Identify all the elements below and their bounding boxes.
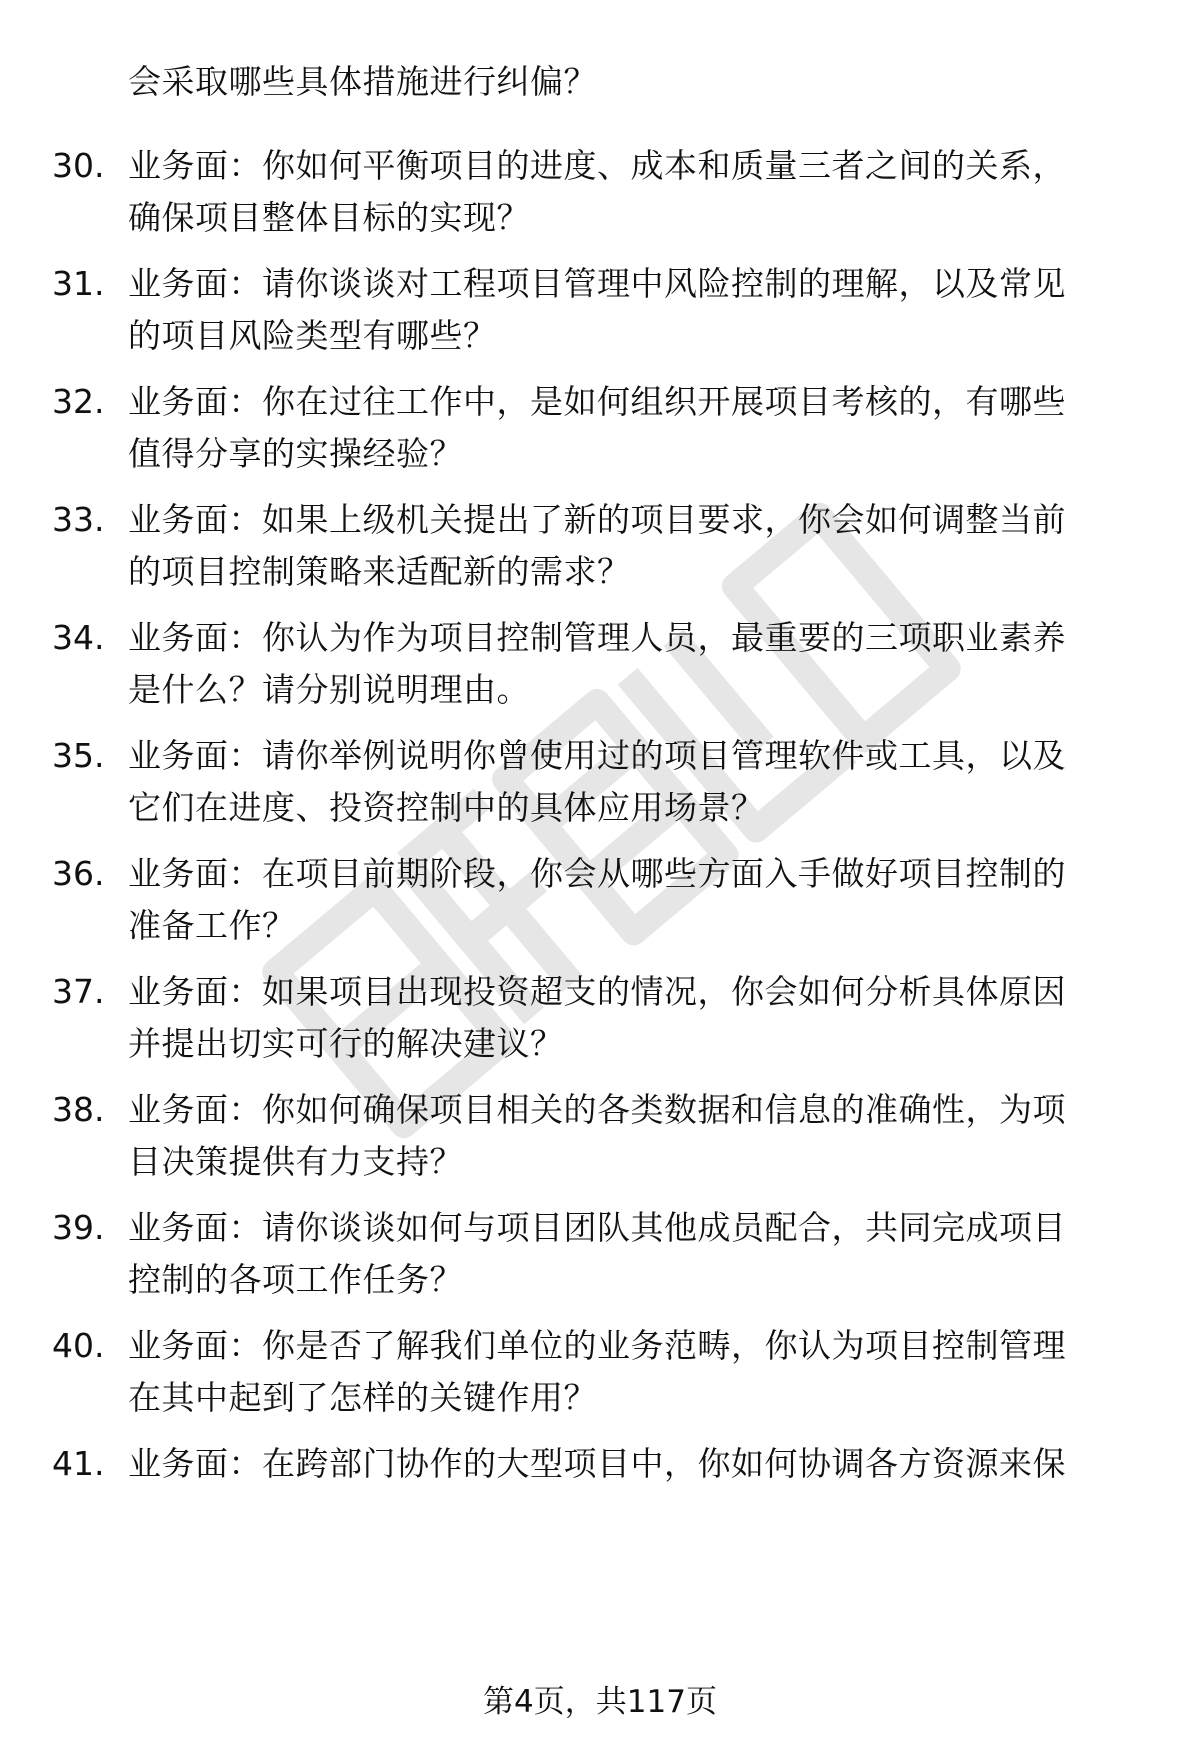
question-text-line: 它们在进度、投资控制中的具体应用场景？ bbox=[128, 788, 765, 827]
question-item bbox=[0, 376, 1200, 486]
question-number: 34. bbox=[52, 618, 105, 657]
question-number: 39. bbox=[52, 1208, 105, 1247]
question-text-line: 的项目控制策略来适配新的需求？ bbox=[128, 552, 631, 591]
question-text-line: 业务面：你是否了解我们单位的业务范畴，你认为项目控制管理 bbox=[128, 1326, 1066, 1365]
question-text-line: 业务面：如果上级机关提出了新的项目要求，你会如何调整当前 bbox=[128, 500, 1066, 539]
question-text-line: 业务面：你在过往工作中，是如何组织开展项目考核的，有哪些 bbox=[128, 382, 1066, 421]
question-number: 38. bbox=[52, 1090, 105, 1129]
question-item bbox=[0, 494, 1200, 604]
page-footer: 第4页，共117页 bbox=[483, 1684, 717, 1720]
question-item bbox=[0, 1320, 1200, 1430]
question-text-line: 业务面：在项目前期阶段，你会从哪些方面入手做好项目控制的 bbox=[128, 854, 1066, 893]
question-text-line: 在其中起到了怎样的关键作用？ bbox=[128, 1378, 597, 1417]
continuation-line: 会采取哪些具体措施进行纠偏？ bbox=[128, 62, 597, 101]
question-text-line: 并提出切实可行的解决建议？ bbox=[128, 1024, 564, 1063]
question-item bbox=[0, 966, 1200, 1076]
question-item bbox=[0, 1202, 1200, 1312]
question-text-line: 业务面：请你举例说明你曾使用过的项目管理软件或工具，以及 bbox=[128, 736, 1066, 775]
question-text-line: 业务面：请你谈谈对工程项目管理中风险控制的理解，以及常见 bbox=[128, 264, 1066, 303]
question-item bbox=[0, 848, 1200, 958]
question-number: 40. bbox=[52, 1326, 105, 1365]
question-text-line: 业务面：你如何确保项目相关的各类数据和信息的准确性，为项 bbox=[128, 1090, 1066, 1129]
question-text-line: 准备工作？ bbox=[128, 906, 296, 945]
question-number: 35. bbox=[52, 736, 105, 775]
question-text-line: 业务面：如果项目出现投资超支的情况，你会如何分析具体原因 bbox=[128, 972, 1066, 1011]
question-text-line: 确保项目整体目标的实现？ bbox=[128, 198, 530, 237]
question-text-line: 值得分享的实操经验？ bbox=[128, 434, 463, 473]
question-text-line: 的项目风险类型有哪些？ bbox=[128, 316, 497, 355]
question-number: 33. bbox=[52, 500, 105, 539]
question-item bbox=[0, 1438, 1200, 1548]
question-number: 41. bbox=[52, 1444, 105, 1483]
question-item bbox=[0, 140, 1200, 250]
question-text-line: 目决策提供有力支持？ bbox=[128, 1142, 463, 1181]
question-number: 32. bbox=[52, 382, 105, 421]
question-text-line: 业务面：你如何平衡项目的进度、成本和质量三者之间的关系， bbox=[128, 146, 1066, 185]
question-text-line: 是什么？请分别说明理由。 bbox=[128, 670, 530, 709]
question-number: 31. bbox=[52, 264, 105, 303]
question-item bbox=[0, 612, 1200, 722]
question-number: 30. bbox=[52, 146, 105, 185]
question-item bbox=[0, 1084, 1200, 1194]
question-number: 36. bbox=[52, 854, 105, 893]
question-text-line: 控制的各项工作任务？ bbox=[128, 1260, 463, 1299]
question-text-line: 业务面：你认为作为项目控制管理人员，最重要的三项职业素养 bbox=[128, 618, 1066, 657]
question-text-line: 业务面：请你谈谈如何与项目团队其他成员配合，共同完成项目 bbox=[128, 1208, 1066, 1247]
question-item bbox=[0, 258, 1200, 368]
question-number: 37. bbox=[52, 972, 105, 1011]
question-text-line: 业务面：在跨部门协作的大型项目中，你如何协调各方资源来保 bbox=[128, 1444, 1066, 1483]
question-item bbox=[0, 730, 1200, 840]
